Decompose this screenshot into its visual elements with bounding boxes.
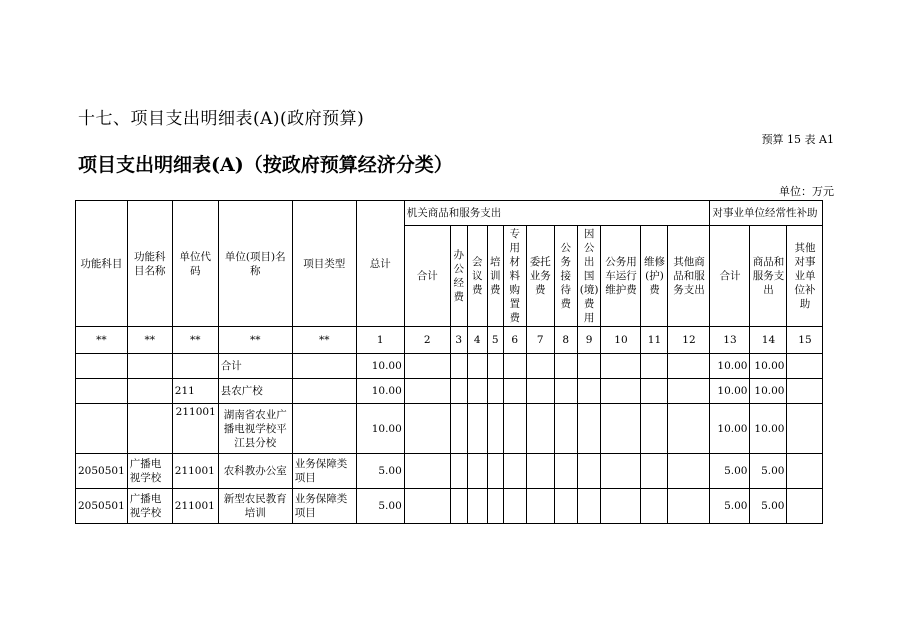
index-cell: **: [292, 327, 356, 354]
index-cell: 7: [526, 327, 554, 354]
index-cell: 15: [787, 327, 823, 354]
func-name-cell: [127, 379, 172, 404]
goods-services-cell: [404, 489, 450, 524]
header-func-code: 功能科目: [76, 201, 128, 327]
index-cell: **: [127, 327, 172, 354]
goods-services-cell: [601, 379, 641, 404]
func-code-cell: [76, 379, 128, 404]
header-project-type: 项目类型: [292, 201, 356, 327]
unit-name-cell: 农科教办公室: [218, 454, 292, 489]
table-row: [76, 354, 823, 379]
goods-services-cell: [554, 454, 577, 489]
index-cell: 4: [467, 327, 487, 354]
index-cell: 12: [668, 327, 710, 354]
index-cell: **: [76, 327, 128, 354]
func-name-cell: 广播电视学校: [127, 489, 172, 524]
header-training-cost: 培训费: [487, 226, 503, 327]
goods-services-cell: [450, 489, 467, 524]
goods-services-cell: [577, 404, 601, 454]
index-cell: **: [218, 327, 292, 354]
header-meeting-cost: 会议费: [467, 226, 487, 327]
unit-name-cell: 合计: [218, 354, 292, 379]
subsidy-total-cell: 5.00: [710, 454, 750, 489]
index-cell: **: [172, 327, 218, 354]
goods-services-cell: [641, 354, 668, 379]
func-code-cell: [76, 404, 128, 454]
goods-services-cell: [601, 404, 641, 454]
goods-services-cell: [577, 454, 601, 489]
func-code-cell: 2050501: [76, 454, 128, 489]
goods-services-cell: [404, 354, 450, 379]
unit-name-cell: 湖南省农业广播电视学校平江县分校: [218, 404, 292, 454]
goods-services-cell: [404, 404, 450, 454]
header-g1-total: 合计: [404, 226, 450, 327]
total-cell: 10.00: [356, 379, 404, 404]
goods-services-cell: [554, 379, 577, 404]
goods-services-cell: [487, 454, 503, 489]
header-repair-cost: 维修(护)费: [641, 226, 668, 327]
goods-services-cell: [601, 454, 641, 489]
func-name-cell: 广播电视学校: [127, 454, 172, 489]
subsidy-other-cell: [787, 379, 823, 404]
project-type-cell: [292, 404, 356, 454]
total-cell: 5.00: [356, 454, 404, 489]
total-cell: 10.00: [356, 404, 404, 454]
goods-services-cell: [641, 379, 668, 404]
unit-code-cell: 211: [172, 379, 218, 404]
goods-services-cell: [467, 489, 487, 524]
goods-services-cell: [404, 379, 450, 404]
index-cell: 5: [487, 327, 503, 354]
header-g2-total: 合计: [710, 226, 750, 327]
goods-services-cell: [450, 454, 467, 489]
goods-services-cell: [467, 354, 487, 379]
func-code-cell: [76, 354, 128, 379]
header-unit-code: 单位代码: [172, 201, 218, 327]
func-name-cell: [127, 404, 172, 454]
index-cell: 11: [641, 327, 668, 354]
subsidy-total-cell: 10.00: [710, 354, 750, 379]
project-type-cell: 业务保障类项目: [292, 454, 356, 489]
table-row: [76, 489, 823, 524]
index-cell: 9: [577, 327, 601, 354]
index-cell: 10: [601, 327, 641, 354]
table-row: [76, 379, 823, 404]
total-cell: 5.00: [356, 489, 404, 524]
index-cell: 1: [356, 327, 404, 354]
goods-services-cell: [641, 404, 668, 454]
goods-services-cell: [641, 489, 668, 524]
goods-services-cell: [487, 404, 503, 454]
goods-services-cell: [668, 379, 710, 404]
subsidy-total-cell: 10.00: [710, 404, 750, 454]
index-cell: 14: [750, 327, 787, 354]
header-materials-cost: 专用材料购置费: [503, 226, 526, 327]
table-row: [76, 454, 823, 489]
goods-services-cell: [577, 489, 601, 524]
main-title: 项目支出明细表(A)（按政府预算经济分类）: [78, 154, 453, 176]
goods-services-cell: [487, 489, 503, 524]
header-unit-name: 单位(项目)名称: [218, 201, 292, 327]
goods-services-cell: [554, 489, 577, 524]
header-reception-cost: 公务接待费: [554, 226, 577, 327]
goods-services-cell: [526, 354, 554, 379]
goods-services-cell: [404, 454, 450, 489]
project-type-cell: [292, 379, 356, 404]
goods-services-cell: [503, 404, 526, 454]
header-contract-cost: 委托业务费: [526, 226, 554, 327]
goods-services-cell: [526, 379, 554, 404]
goods-services-cell: [554, 354, 577, 379]
goods-services-cell: [450, 379, 467, 404]
goods-services-cell: [467, 379, 487, 404]
goods-services-cell: [668, 404, 710, 454]
budget-table: [75, 200, 823, 524]
goods-services-cell: [668, 354, 710, 379]
subsidy-goods-cell: 10.00: [750, 404, 787, 454]
goods-services-cell: [450, 404, 467, 454]
total-cell: 10.00: [356, 354, 404, 379]
header-other-goods: 其他商品和服务支出: [668, 226, 710, 327]
header-office-cost: 办公经费: [450, 226, 467, 327]
subsidy-other-cell: [787, 454, 823, 489]
goods-services-cell: [467, 404, 487, 454]
goods-services-cell: [487, 354, 503, 379]
unit-code-cell: [172, 354, 218, 379]
func-name-cell: [127, 354, 172, 379]
section-title: 十七、项目支出明细表(A)(政府预算): [78, 109, 365, 129]
index-row: [76, 327, 823, 354]
goods-services-cell: [526, 454, 554, 489]
subsidy-total-cell: 10.00: [710, 379, 750, 404]
goods-services-cell: [577, 379, 601, 404]
unit-name-cell: 县农广校: [218, 379, 292, 404]
header-g2-goods: 商品和服务支出: [750, 226, 787, 327]
header-g2-other: 其他对事业单位补助: [787, 226, 823, 327]
goods-services-cell: [526, 404, 554, 454]
index-cell: 13: [710, 327, 750, 354]
subsidy-other-cell: [787, 354, 823, 379]
index-cell: 2: [404, 327, 450, 354]
unit-code-cell: 211001: [172, 454, 218, 489]
unit-label: 单位：万元: [779, 185, 834, 198]
header-abroad-cost: 因公出国(境)费用: [577, 226, 601, 327]
goods-services-cell: [668, 454, 710, 489]
project-type-cell: 业务保障类项目: [292, 489, 356, 524]
goods-services-cell: [450, 354, 467, 379]
goods-services-cell: [487, 379, 503, 404]
header-vehicle-cost: 公务用车运行维护费: [601, 226, 641, 327]
goods-services-cell: [503, 489, 526, 524]
goods-services-cell: [503, 454, 526, 489]
unit-code-cell: 211001: [172, 489, 218, 524]
func-code-cell: 2050501: [76, 489, 128, 524]
goods-services-cell: [503, 379, 526, 404]
subsidy-goods-cell: 10.00: [750, 379, 787, 404]
index-cell: 6: [503, 327, 526, 354]
header-group-subsidy: 对事业单位经常性补助: [710, 201, 823, 226]
index-cell: 8: [554, 327, 577, 354]
goods-services-cell: [577, 354, 601, 379]
goods-services-cell: [503, 354, 526, 379]
goods-services-cell: [467, 454, 487, 489]
header-func-name: 功能科目名称: [127, 201, 172, 327]
unit-code-cell: 211001: [172, 404, 218, 454]
goods-services-cell: [668, 489, 710, 524]
goods-services-cell: [601, 354, 641, 379]
goods-services-cell: [554, 404, 577, 454]
project-type-cell: [292, 354, 356, 379]
subsidy-goods-cell: 5.00: [750, 489, 787, 524]
index-cell: 3: [450, 327, 467, 354]
subsidy-goods-cell: 10.00: [750, 354, 787, 379]
subsidy-total-cell: 5.00: [710, 489, 750, 524]
unit-name-cell: 新型农民教育培训: [218, 489, 292, 524]
subsidy-other-cell: [787, 404, 823, 454]
header-total: 总计: [356, 201, 404, 327]
header-group-goods-services: 机关商品和服务支出: [404, 201, 710, 226]
table-row: [76, 404, 823, 454]
table-code: 预算 15 表 A1: [761, 133, 834, 146]
subsidy-other-cell: [787, 489, 823, 524]
subsidy-goods-cell: 5.00: [750, 454, 787, 489]
goods-services-cell: [526, 489, 554, 524]
goods-services-cell: [601, 489, 641, 524]
goods-services-cell: [641, 454, 668, 489]
